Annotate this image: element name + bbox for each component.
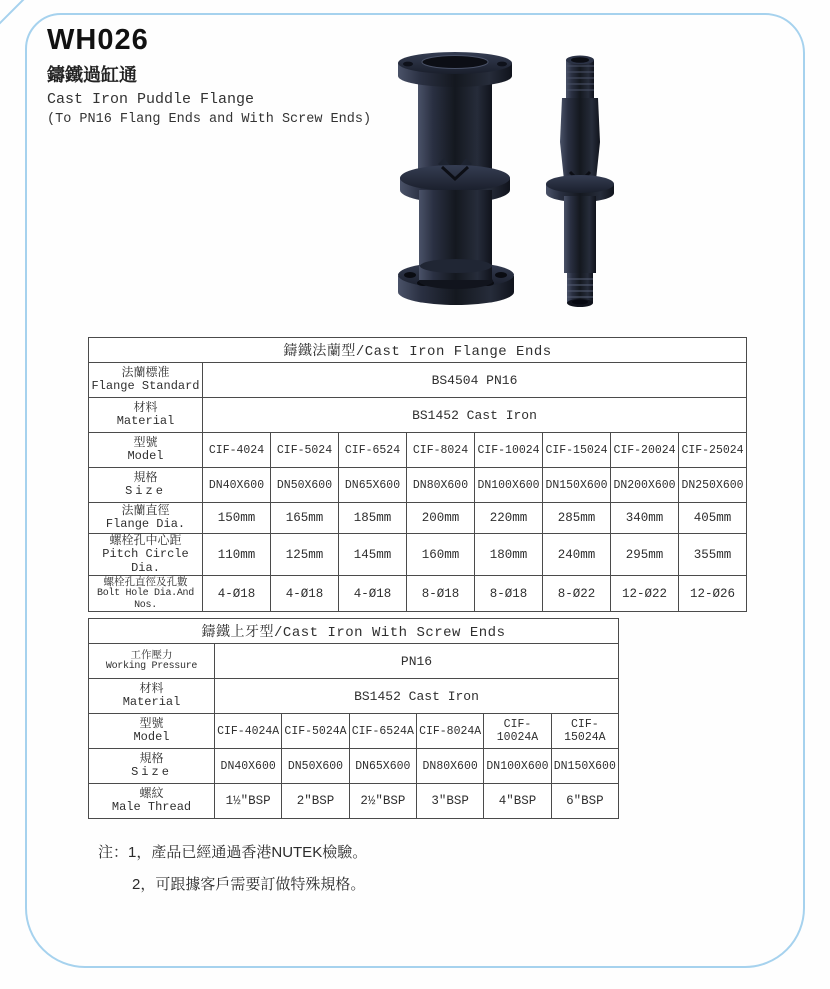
row-label: 螺栓孔中心距 Pitch Circle Dia. [89, 534, 203, 576]
product-subtitle: (To PN16 Flang Ends and With Screw Ends) [47, 112, 372, 127]
model-cell: CIF-20024 [611, 433, 679, 468]
size-cell: DN50X600 [282, 749, 349, 784]
pitch-circle-cell: 125mm [271, 534, 339, 576]
thread-cell: 4″BSP [484, 784, 551, 819]
product-code: WH026 [47, 24, 149, 56]
bolt-hole-cell: 4-Ø18 [271, 576, 339, 612]
size-cell: DN80X600 [416, 749, 483, 784]
table-row [89, 363, 747, 398]
flange-table-title: 鑄鐵法蘭型/Cast Iron Flange Ends [89, 338, 747, 363]
screw-ends-table [88, 618, 619, 819]
note-line-1: 注： 1，產品已經通過香港NUTEK檢驗。 [98, 844, 368, 861]
table-row [89, 714, 619, 749]
bolt-hole-cell: 8-Ø18 [475, 576, 543, 612]
note-line-2: 2，可跟據客戶需要訂做特殊規格。 [132, 875, 366, 893]
row-label: 材料 Material [89, 398, 203, 433]
model-cell: CIF-5024A [282, 714, 349, 749]
thread-cell: 6″BSP [551, 784, 618, 819]
row-label: 規格 Size [89, 749, 215, 784]
thread-cell: 3″BSP [416, 784, 483, 819]
flange-ends-table [88, 337, 747, 612]
product-title-cn: 鑄鐵過缸通 [47, 65, 137, 85]
model-cell: CIF-10024A [484, 714, 551, 749]
model-cell: CIF-5024 [271, 433, 339, 468]
flange-dia-cell: 185mm [339, 503, 407, 534]
bolt-hole-cell: 8-Ø22 [543, 576, 611, 612]
size-cell: DN100X600 [484, 749, 551, 784]
flange-dia-cell: 220mm [475, 503, 543, 534]
size-cell: DN65X600 [349, 749, 416, 784]
size-cell: DN250X600 [679, 468, 747, 503]
note-prefix: 注： [98, 844, 129, 861]
pitch-circle-cell: 160mm [407, 534, 475, 576]
model-cell: CIF-25024 [679, 433, 747, 468]
bolt-hole-cell: 8-Ø18 [407, 576, 475, 612]
model-cell: CIF-6524 [339, 433, 407, 468]
size-cell: DN150X600 [551, 749, 618, 784]
row-label: 型號 Model [89, 433, 203, 468]
row-label: 法蘭標准 Flange Standard [89, 363, 203, 398]
pitch-circle-cell: 240mm [543, 534, 611, 576]
model-cell: CIF-15024 [543, 433, 611, 468]
bolt-hole-cell: 12-Ø22 [611, 576, 679, 612]
footnotes [98, 843, 367, 894]
model-cell: CIF-6524A [349, 714, 416, 749]
bolt-hole-cell: 4-Ø18 [203, 576, 271, 612]
size-cell: DN50X600 [271, 468, 339, 503]
bolt-hole-cell: 4-Ø18 [339, 576, 407, 612]
table-row [89, 784, 619, 819]
flange-dia-cell: 200mm [407, 503, 475, 534]
row-label: 螺紋 Male Thread [89, 784, 215, 819]
model-cell: CIF-8024A [416, 714, 483, 749]
thread-cell: 2″BSP [282, 784, 349, 819]
flange-dia-cell: 405mm [679, 503, 747, 534]
flange-dia-cell: 340mm [611, 503, 679, 534]
size-cell: DN100X600 [475, 468, 543, 503]
material-value: BS1452 Cast Iron [203, 398, 747, 433]
model-cell: CIF-15024A [551, 714, 618, 749]
table-row [89, 433, 747, 468]
table-row [89, 576, 747, 612]
table-row [89, 644, 619, 679]
table-row [89, 468, 747, 503]
table-row [89, 503, 747, 534]
bolt-hole-cell: 12-Ø26 [679, 576, 747, 612]
row-label: 螺栓孔直徑及孔數 Bolt Hole Dia.And Nos. [89, 576, 203, 612]
screw-table-title: 鑄鐵上牙型/Cast Iron With Screw Ends [89, 619, 619, 644]
pitch-circle-cell: 180mm [475, 534, 543, 576]
flange-dia-cell: 150mm [203, 503, 271, 534]
size-cell: DN40X600 [203, 468, 271, 503]
row-label: 法蘭直徑 Flange Dia. [89, 503, 203, 534]
pitch-circle-cell: 145mm [339, 534, 407, 576]
table-row [89, 398, 747, 433]
size-cell: DN80X600 [407, 468, 475, 503]
model-cell: CIF-8024 [407, 433, 475, 468]
table-row [89, 679, 619, 714]
table-row [89, 534, 747, 576]
thread-cell: 2½″BSP [349, 784, 416, 819]
table-row [89, 749, 619, 784]
flange-dia-cell: 165mm [271, 503, 339, 534]
model-cell: CIF-4024 [203, 433, 271, 468]
product-title-en: Cast Iron Puddle Flange [47, 91, 255, 108]
row-label: 材料 Material [89, 679, 215, 714]
flange-standard-value: BS4504 PN16 [203, 363, 747, 398]
product-photo-screw-ends [546, 56, 614, 308]
row-label: 型號 Model [89, 714, 215, 749]
model-cell: CIF-10024 [475, 433, 543, 468]
thread-cell: 1½″BSP [215, 784, 282, 819]
flange-dia-cell: 285mm [543, 503, 611, 534]
size-cell: DN40X600 [215, 749, 282, 784]
pitch-circle-cell: 295mm [611, 534, 679, 576]
material-value: BS1452 Cast Iron [215, 679, 619, 714]
pitch-circle-cell: 355mm [679, 534, 747, 576]
model-cell: CIF-4024A [215, 714, 282, 749]
pitch-circle-cell: 110mm [203, 534, 271, 576]
row-label: 工作壓力 Working Pressure [89, 644, 215, 679]
size-cell: DN150X600 [543, 468, 611, 503]
product-photo-group [388, 46, 620, 310]
size-cell: DN65X600 [339, 468, 407, 503]
row-label: 規格 Size [89, 468, 203, 503]
page-header [47, 24, 371, 127]
size-cell: DN200X600 [611, 468, 679, 503]
product-photo-flange-ends [398, 52, 514, 305]
working-pressure-value: PN16 [215, 644, 619, 679]
